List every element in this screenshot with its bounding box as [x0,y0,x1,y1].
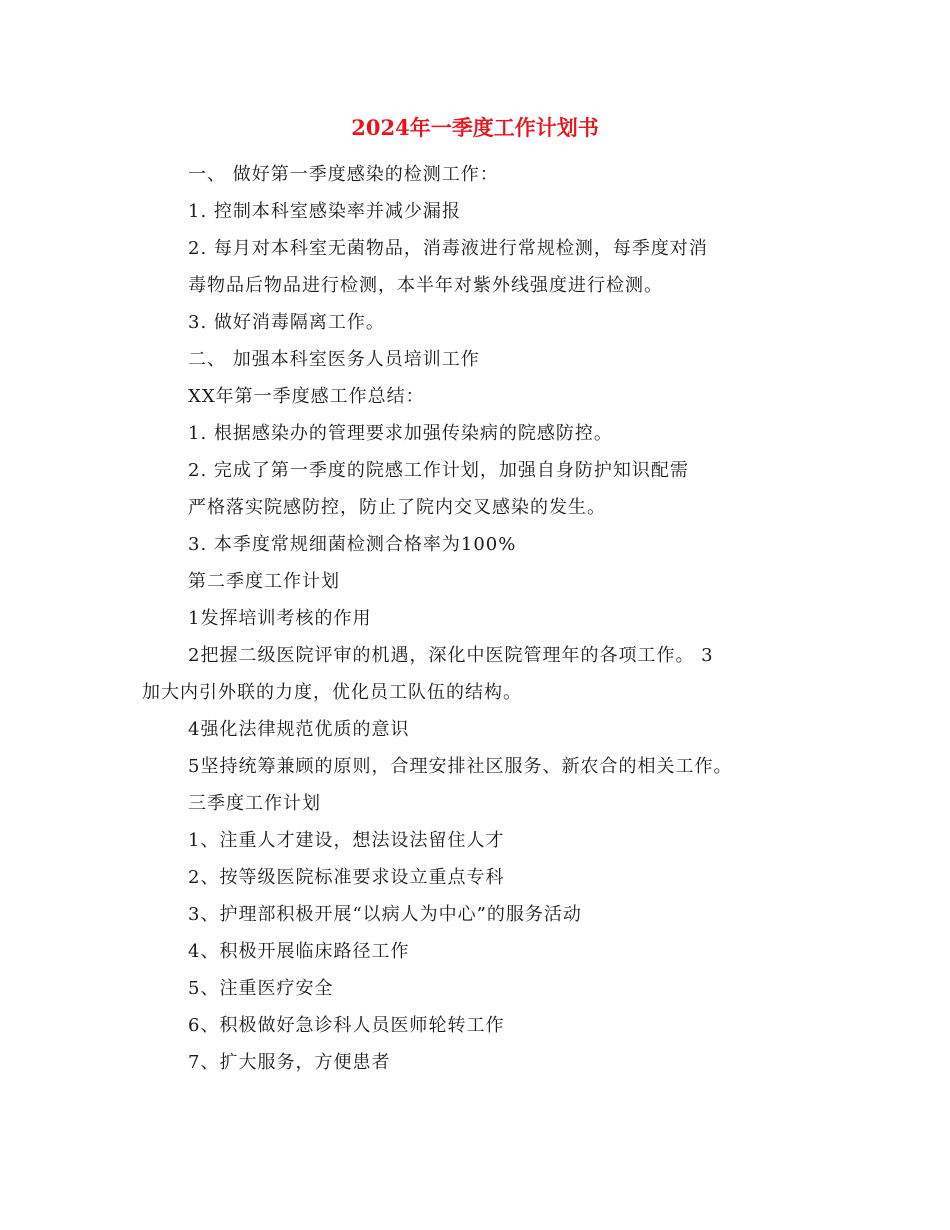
list-item: 5、注重医疗安全 [188,978,334,999]
section-heading: 一、 做好第一季度感染的检测工作： [188,164,499,185]
paragraph-line: 加大内引外联的力度，优化员工队伍的结构。 [142,682,522,703]
paragraph-line: 2. 完成了第一季度的院感工作计划，加强自身防护知识配需 [188,460,689,481]
paragraph-line: 3. 做好消毒隔离工作。 [188,312,385,333]
paragraph-line: 3. 本季度常规细菌检测合格率为100% [188,534,517,555]
paragraph-line: 1. 根据感染办的管理要求加强传染病的院感防控。 [188,423,613,444]
list-item: 2、按等级医院标准要求设立重点专科 [188,867,505,888]
list-item: 4、积极开展临床路径工作 [188,941,410,962]
paragraph-line: 5坚持统筹兼顾的原则，合理安排社区服务、新农合的相关工作。 [188,756,733,777]
paragraph-line: 1发挥培训考核的作用 [188,608,372,629]
paragraph-line: 毒物品后物品进行检测，本半年对紫外线强度进行检测。 [188,275,663,296]
section-heading: 二、 加强本科室医务人员培训工作 [188,349,480,370]
list-item: 3、护理部积极开展“以病人为中心”的服务活动 [188,904,582,925]
paragraph-line: 4强化法律规范优质的意识 [188,719,410,740]
list-item: 6、积极做好急诊科人员医师轮转工作 [188,1015,505,1036]
section-heading: 三季度工作计划 [188,793,321,814]
document-title: 2024年一季度工作计划书 [351,115,599,140]
section-heading: 第二季度工作计划 [188,571,340,592]
paragraph-line: 2. 每月对本科室无菌物品，消毒液进行常规检测，每季度对消 [188,238,708,259]
section-heading: XX年第一季度感工作总结： [188,386,425,407]
paragraph-line: 2把握二级医院评审的机遇，深化中医院管理年的各项工作。 3 [188,645,714,666]
list-item: 1、注重人才建设，想法设法留住人才 [188,830,505,851]
paragraph-line: 严格落实院感防控，防止了院内交叉感染的发生。 [188,497,606,518]
paragraph-line: 1. 控制本科室感染率并减少漏报 [188,201,461,222]
list-item: 7、扩大服务，方便患者 [188,1052,391,1073]
